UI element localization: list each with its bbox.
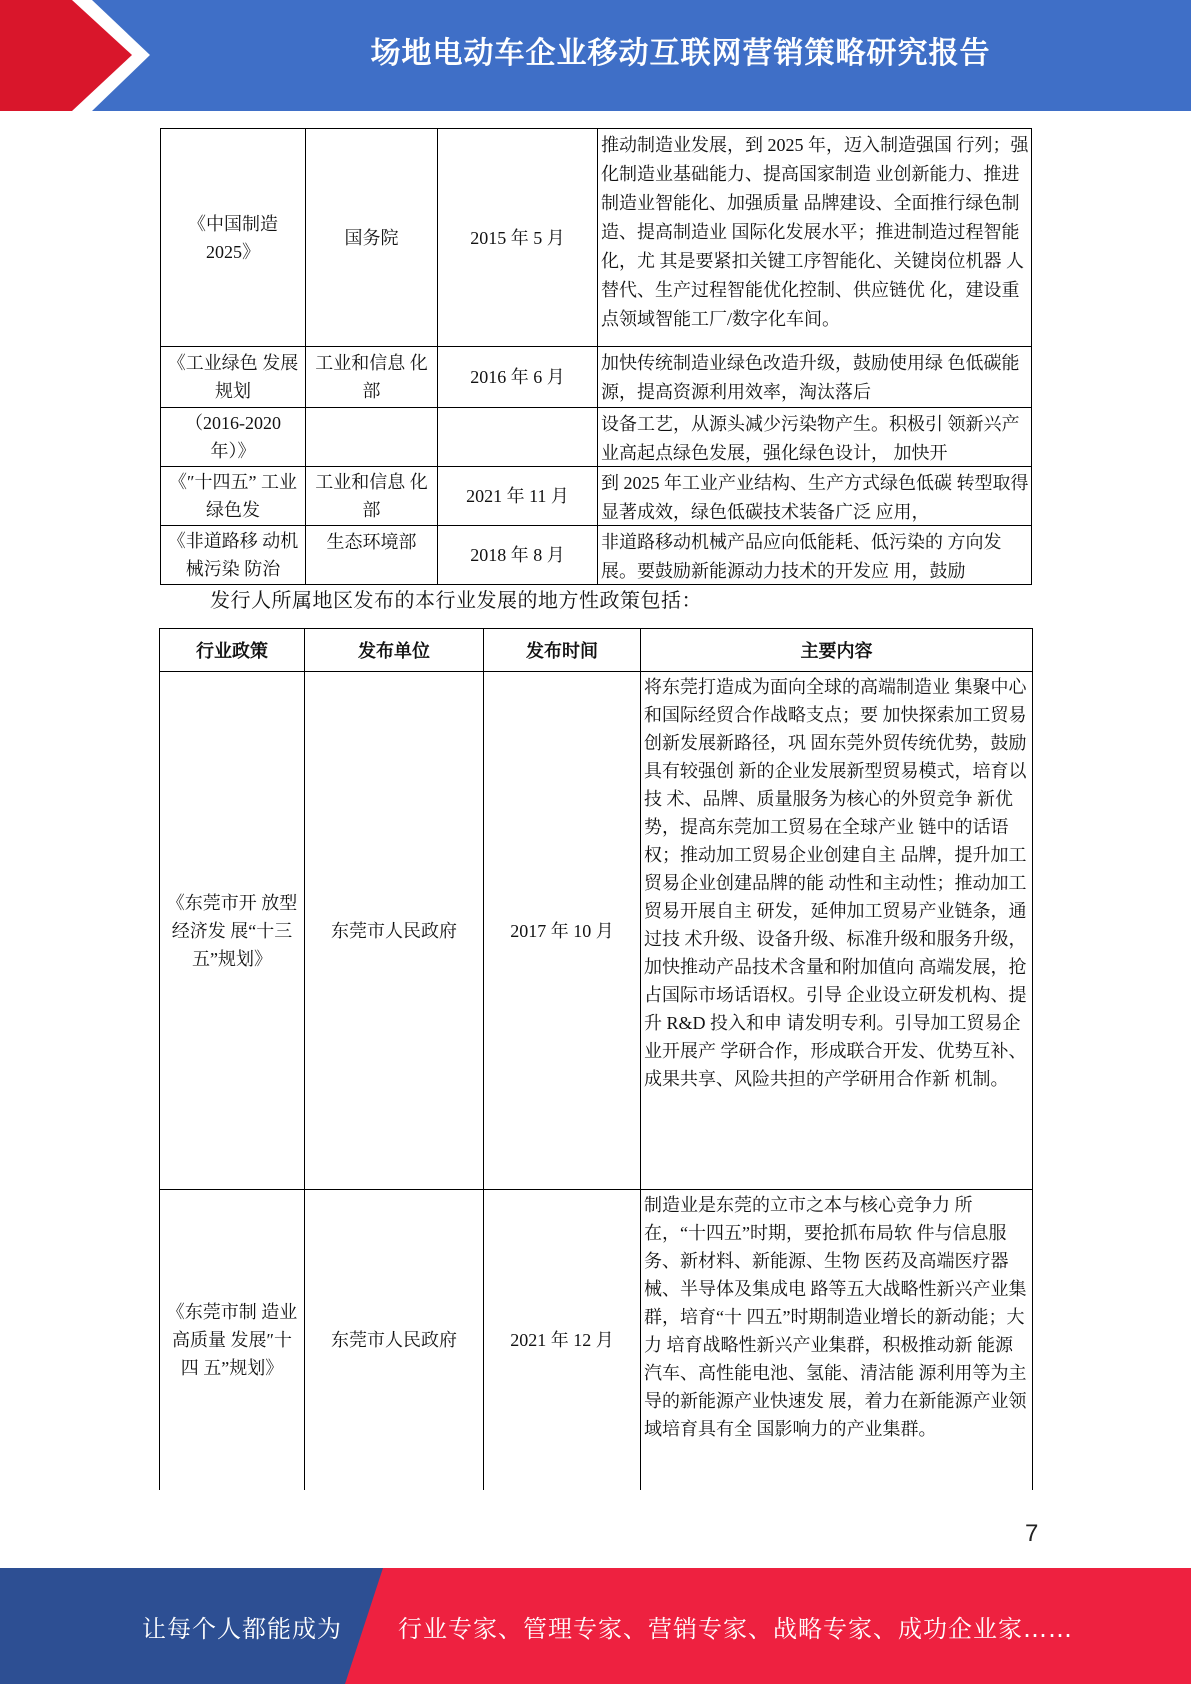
content-text: 非道路移动机械产品应向低能耗、低污染的 方向发展。要鼓励新能源动力技术的开发应 用，鼓励 [601,532,1002,581]
date-cell: 2016 年 6 月 [438,347,598,408]
table-row [161,467,1032,526]
date-cell: 2017 年 10 月 [484,672,641,1190]
report-title: 场地电动车企业移动互联网营销策略研究报告 [370,36,991,71]
content-text: 设备工艺，从源头减少污染物产生。积极引 领新兴产业高起点绿色发展，强化绿色设计， 加快开 [601,414,1020,463]
footer-slogan-left: 让每个人都能成为 [142,1614,342,1643]
footer-slogan-right: 行业专家、管理专家、营销专家、战略专家、成功企业家…… [398,1614,1073,1643]
date-cell: 2018 年 8 月 [438,526,598,585]
policy-cell: 《工业绿色 发展规划 [161,347,306,408]
issuer-cell: 工业和信息 化部 [306,347,438,408]
policy-cell: 《中国制造 2025》 [161,129,306,347]
table-row [160,672,1033,1190]
local-policy-table [159,628,1033,1490]
table-row [161,526,1032,585]
content-cell [598,526,1032,585]
policy-text: 《非道路移 动机械污染 防治 [167,531,299,579]
header-issuer: 发布单位 [305,629,484,672]
table-row [161,408,1032,467]
header-policy: 行业政策 [160,629,305,672]
policy-cell [161,526,306,585]
page-number: 7 [1025,1520,1039,1547]
issuer-cell [306,408,438,467]
content-text: 到 2025 年工业产业结构、生产方式绿色低碳 转型取得显著成效，绿色低碳技术装备广泛 应用， [601,473,1029,522]
content-cell [598,467,1032,526]
issuer-cell: 生态环境部 [306,526,438,585]
header-content: 主要内容 [641,629,1033,672]
page-footer [0,1568,1191,1684]
table-row [160,1190,1033,1490]
content-cell: 推动制造业发展，到 2025 年，迈入制造强国 行列；强化制造业基础能力、提高国家制造 业创新能力、推进制造业智能化、加强质量 品牌建设、全面推行绿色制造、提高制造业 国际化发展水平；推进制造过程智能化，尤 其是要紧扣关键工序智能化、关键岗位机器 人替代、生产过程智能优化控制、供应链优 化，建设重点领域智能工厂/数字化车间。 [598,129,1032,347]
table-row [161,347,1032,408]
policy-cell: 《东莞市开 放型经济发 展“十三 五”规划》 [160,672,305,1190]
content-cell: 制造业是东莞的立市之本与核心竞争力 所在，“十四五”时期，要抢抓布局软 件与信息服务、新材料、新能源、生物 医药及高端医疗器械、半导体及集成电 路等五大战略性新兴产业集群，培育“十 四五”时期制造业增长的新动能；大力 培育战略性新兴产业集群，积极推动新 能源汽车、高性能电池、氢能、清洁能 源利用等为主导的新能源产业快速发 展，着力在新能源产业领域培育具有全 国影响力的产业集群。 [641,1190,1033,1490]
content-cell: 将东莞打造成为面向全球的高端制造业 集聚中心和国际经贸合作战略支点；要 加快探索加工贸易创新发展新路径，巩 固东莞外贸传统优势，鼓励具有较强创 新的企业发展新型贸易模式，培育以技 术、品牌、质量服务为核心的外贸竞争 新优势，提高东莞加工贸易在全球产业 链中的话语权；推动加工贸易企业创建自主 品牌，提升加工贸易企业创建品牌的能 动性和主动性；推动加工贸易开展自主 研发，延伸加工贸易产业链条，通过技 术升级、设备升级、标准升级和服务升级，加快推动产品技术含量和附加值向 高端发展，抢占国际市场话语权。引导 企业设立研发机构、提升 R&D 投入和申 请发明专利。引导加工贸易企业开展产 学研合作，形成联合开发、优势互补、 成果共享、风险共担的产学研用合作新 机制。 [641,672,1033,1190]
table-row [161,129,1032,347]
date-cell: 2015 年 5 月 [438,129,598,347]
issuer-cell: 东莞市人民政府 [305,1190,484,1490]
page-header [0,0,1191,111]
date-cell [438,408,598,467]
content-cell: 加快传统制造业绿色改造升级，鼓励使用绿 色低碳能源，提高资源利用效率，淘汰落后 [598,347,1032,408]
policy-cell: （2016-2020 年）》 [161,408,306,467]
date-cell: 2021 年 12 月 [484,1190,641,1490]
policy-cell: 《东莞市制 造业高质量 发展″十四 五”规划》 [160,1190,305,1490]
local-policy-intro: 发行人所属地区发布的本行业发展的地方性政策包括： [210,590,702,612]
content-cell [598,408,1032,467]
policy-cell: 《″十四五” 工业绿色发 [161,467,306,526]
issuer-cell: 东莞市人民政府 [305,672,484,1190]
header-date: 发布时间 [484,629,641,672]
table-header-row [160,629,1033,672]
date-cell: 2021 年 11 月 [438,467,598,526]
issuer-cell: 国务院 [306,129,438,347]
national-policy-table [160,128,1032,585]
issuer-cell: 工业和信息 化部 [306,467,438,526]
